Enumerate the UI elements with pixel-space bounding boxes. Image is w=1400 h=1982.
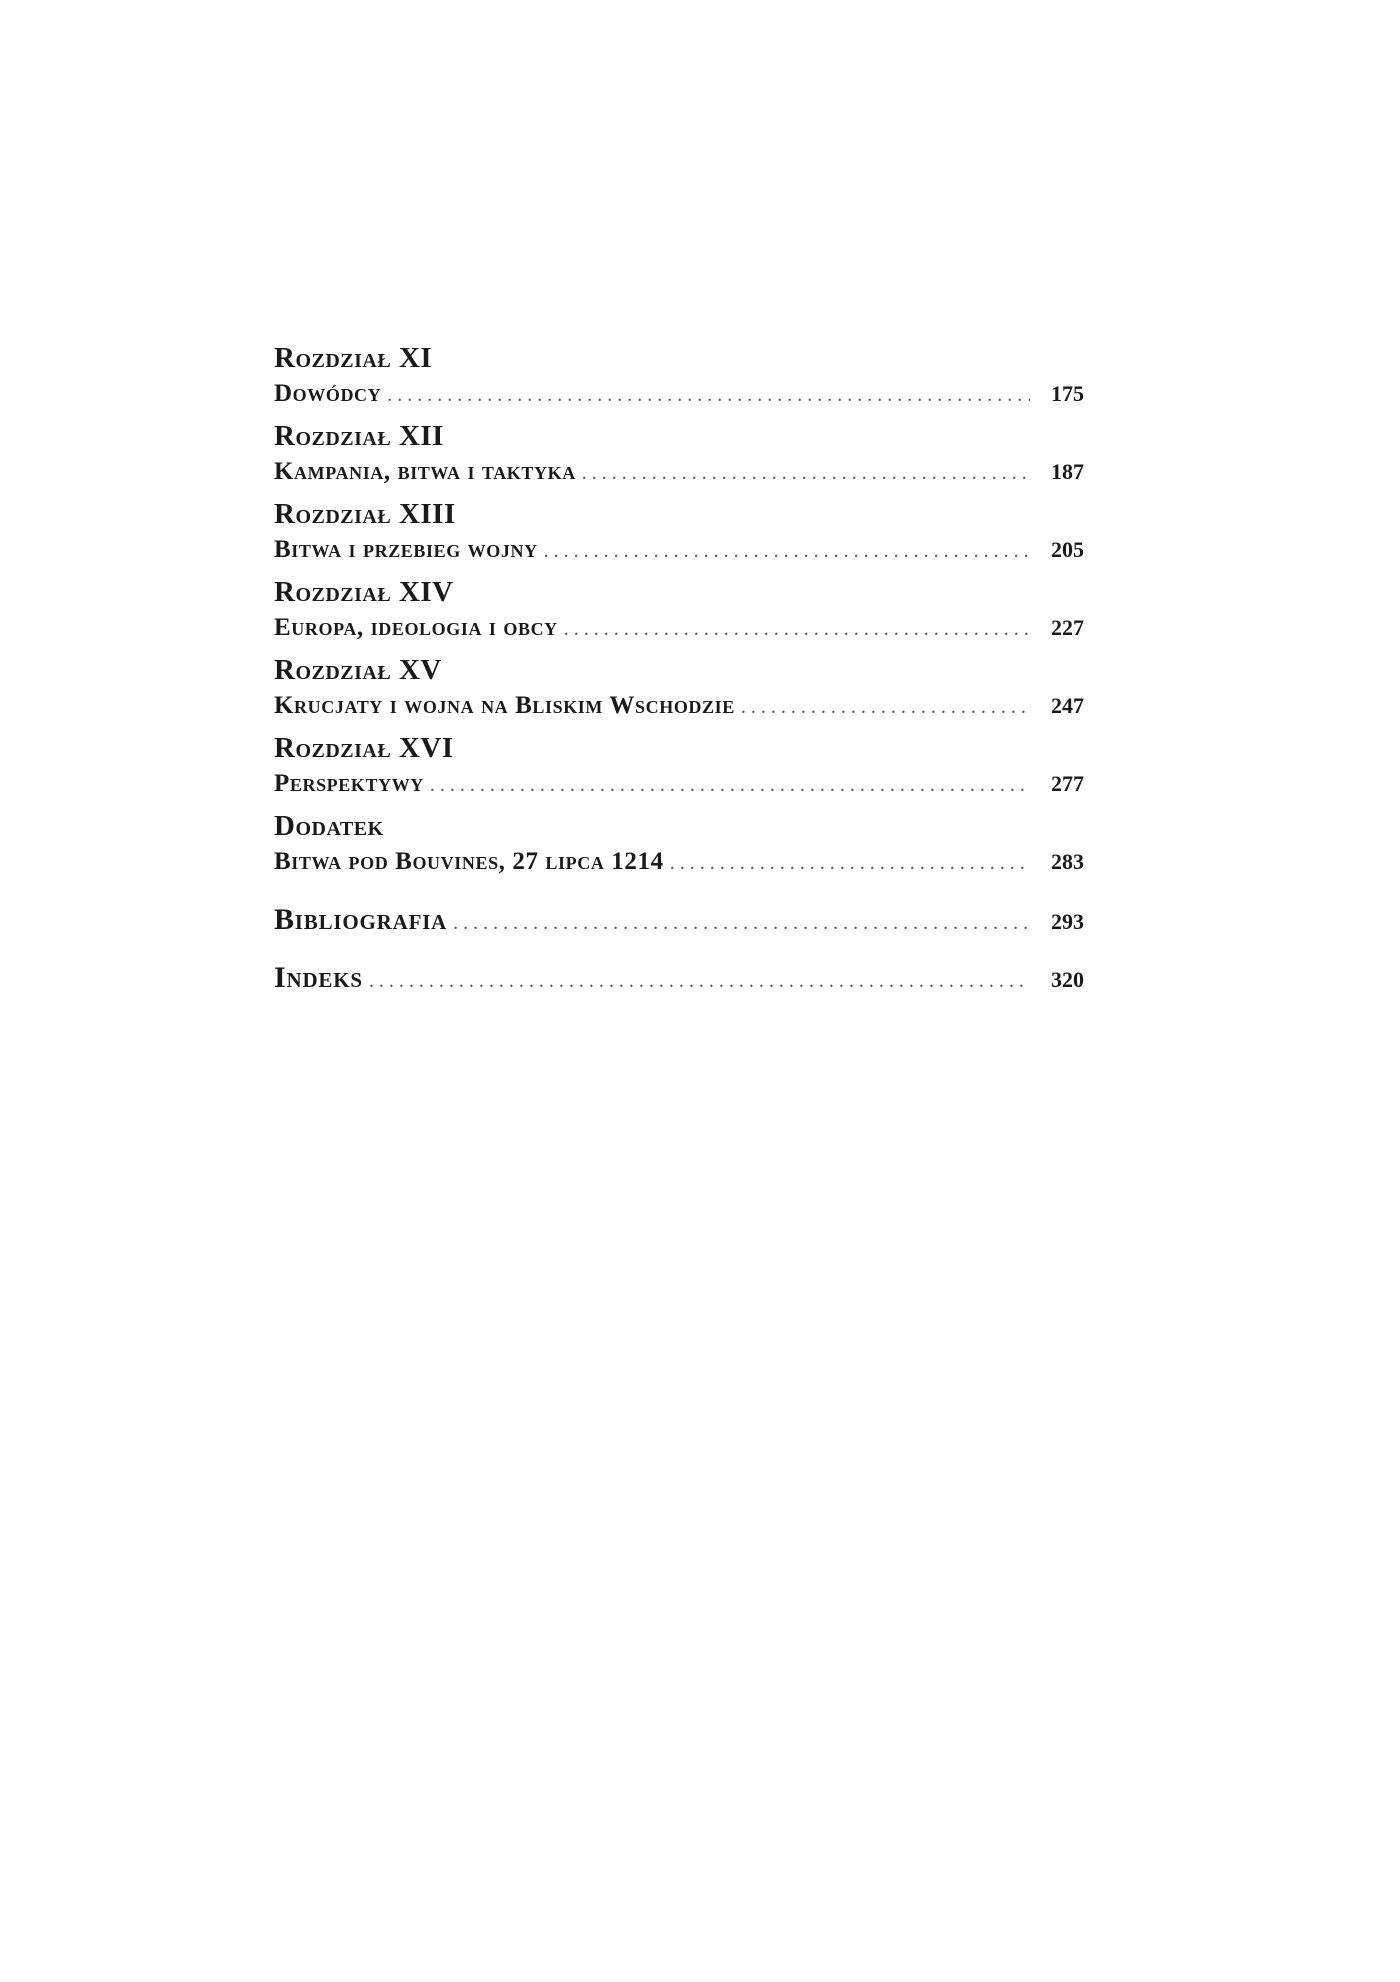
page-number: 227	[1051, 615, 1084, 640]
toc-line[interactable]	[274, 688, 1084, 724]
dot-leader	[453, 905, 1030, 941]
toc-entry-index	[274, 960, 1084, 996]
page-number: 320	[1051, 967, 1084, 992]
entry-title: Perspektywy	[274, 770, 424, 797]
chapter-label: Rozdział XIV	[274, 576, 454, 608]
entry-title: Bitwa pod Bouvines, 27 lipca 1214	[274, 848, 664, 875]
toc-entry-chapter-13	[274, 496, 1084, 568]
dot-leader	[564, 611, 1030, 647]
dot-leader	[369, 963, 1030, 999]
chapter-label: Rozdział XVI	[274, 732, 454, 764]
entry-title: Indeks	[274, 961, 363, 994]
dot-leader	[430, 767, 1030, 803]
toc-line[interactable]	[274, 454, 1084, 490]
page-number: 205	[1051, 537, 1084, 562]
entry-title: Dowódcy	[274, 380, 382, 407]
toc-line[interactable]	[274, 766, 1084, 802]
chapter-label: Rozdział XIII	[274, 498, 456, 530]
entry-title: Bitwa i przebieg wojny	[274, 536, 538, 563]
dot-leader	[741, 689, 1030, 725]
toc-line[interactable]	[274, 376, 1084, 412]
toc-entry-bibliography	[274, 902, 1084, 938]
toc-line[interactable]	[274, 610, 1084, 646]
chapter-label: Rozdział XI	[274, 342, 433, 374]
toc-line[interactable]	[274, 532, 1084, 568]
chapter-label: Rozdział XII	[274, 420, 444, 452]
entry-title: Bibliografia	[274, 903, 448, 936]
toc-entry-chapter-15	[274, 652, 1084, 724]
page-number: 187	[1051, 459, 1084, 484]
toc-entry-chapter-16	[274, 730, 1084, 802]
page-number: 175	[1051, 381, 1084, 406]
page-number: 247	[1051, 693, 1084, 718]
entry-title: Kampania, bitwa i taktyka	[274, 458, 576, 485]
entry-title: Krucjaty i wojna na Bliskim Wschodzie	[274, 692, 735, 719]
chapter-label: Dodatek	[274, 810, 384, 842]
page-number: 277	[1051, 771, 1084, 796]
toc-entry-chapter-11	[274, 340, 1084, 412]
toc-entry-chapter-12	[274, 418, 1084, 490]
entry-title: Europa, ideologia i obcy	[274, 614, 558, 641]
table-of-contents	[274, 340, 1084, 996]
dot-leader	[387, 377, 1030, 413]
toc-entry-chapter-14	[274, 574, 1084, 646]
toc-line[interactable]	[274, 960, 1084, 996]
chapter-label: Rozdział XV	[274, 654, 442, 686]
dot-leader	[670, 845, 1030, 881]
toc-line[interactable]	[274, 902, 1084, 938]
toc-entry-appendix	[274, 808, 1084, 880]
dot-leader	[544, 533, 1030, 569]
dot-leader	[582, 455, 1030, 491]
page-number: 283	[1051, 849, 1084, 874]
toc-line[interactable]	[274, 844, 1084, 880]
page-number: 293	[1051, 909, 1084, 934]
